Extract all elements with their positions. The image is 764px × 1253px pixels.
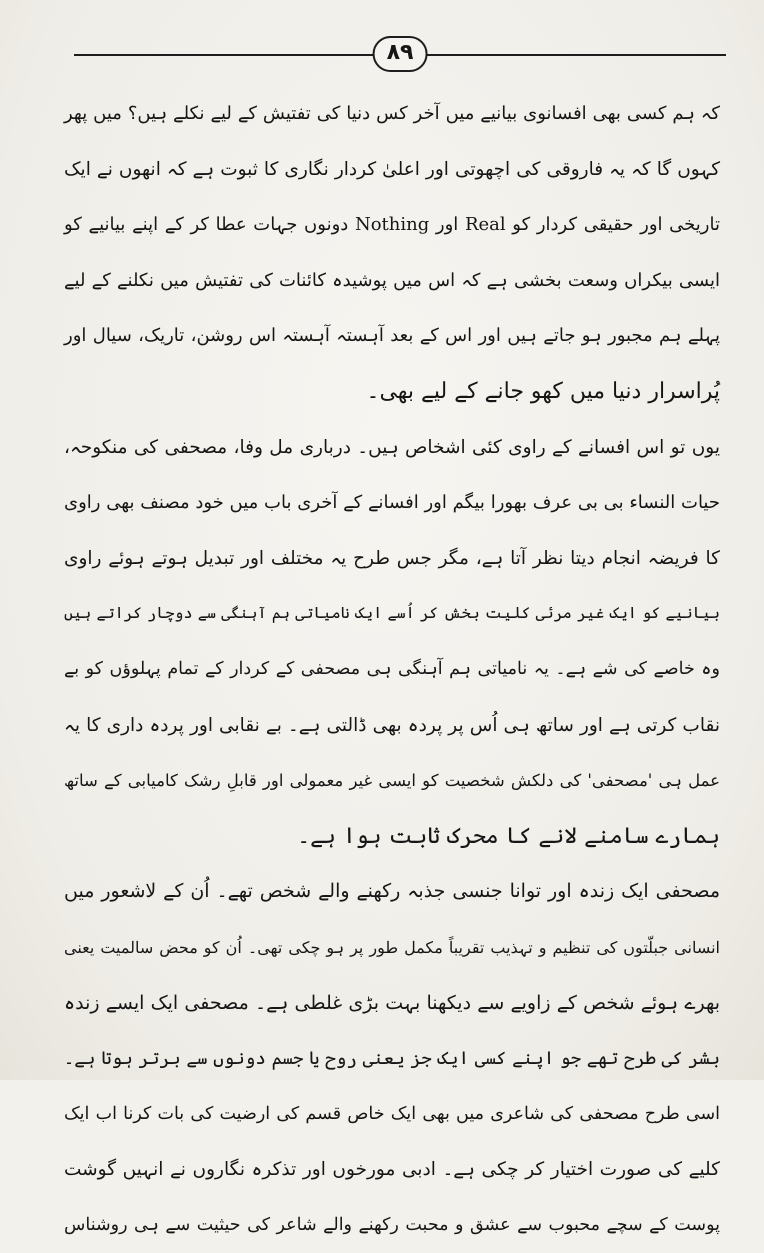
text-line: کا فریضہ انجام دیتا نظر آتا ہے، مگر جس طرح یہ مختلف اور تبدیل ہوتے ہوئے راوی <box>64 547 720 569</box>
text-line: عمل ہی 'مصحفی' کی دلکش شخصیت کو ایسی غیر معمولی اور قابلِ رشک کامیابی کے ساتھ <box>64 771 720 791</box>
text-line: حیات النساء بی بی عرف بھورا بیگم اور افسانے کے آخری باب میں خود مصنف بھی راوی <box>64 492 720 514</box>
text-line: بشر کی طرح تھے جو اپنے کسی ایک جز یعنی روح یا جسم دونوں سے برتر ہوتا ہے۔ <box>63 1048 720 1070</box>
text-line: وہ خاصے کی شے ہے۔ یہ نامیاتی ہم آہنگی ہی مصحفی کے کردار کے تمام پہلوؤں کو بے <box>64 658 720 679</box>
body-text <box>64 86 720 1253</box>
text-line: کہوں گا کہ یہ فاروقی کی اچھوتی اور اعلیٰ کردار نگاری کا ثبوت ہے کہ انھوں نے ایک <box>64 158 720 180</box>
page-header <box>74 26 726 66</box>
text-line: نقاب کرتی ہے اور ساتھ ہی اُس پر پردہ بھی ڈالتی ہے۔ بے نقابی اور پردہ داری کا یہ <box>64 714 720 736</box>
text-line: کہ ہم کسی بھی افسانوی بیانیے میں آخر کس دنیا کی تفتیش کے لیے نکلے ہیں؟ میں پھر <box>64 103 720 124</box>
text-line: ایسی بیکراں وسعت بخشی ہے کہ اس میں پوشیدہ کائنات کی تفتیش میں نکلنے کے لیے <box>64 269 720 291</box>
text-line: بھرے ہوئے شخص کے زاویے سے دیکھنا بہت بڑی غلطی ہے۔ مصحفی ایک ایسے زندہ <box>64 991 720 1014</box>
text-line: مصحفی ایک زندہ اور توانا جنسی جذبہ رکھنے والے شخص تھے۔ اُن کے لاشعور میں <box>64 880 720 903</box>
text-line: پُراسرار دنیا میں کھو جانے کے لیے بھی۔ <box>366 378 720 404</box>
text-line: ہمارے سامنے لانے کا محرک ثابت ہوا ہے۔ <box>297 823 720 849</box>
text-line: بیانیے کو ایک غیر مرئی کلیت بخش کر اُسے ایک نامیاتی ہم آہنگی سے دوچار کراتے ہیں <box>64 604 720 623</box>
text-line: یوں تو اس افسانے کے راوی کئی اشخاص ہیں۔ درباری مل وفا، مصحفی کی منکوحہ، <box>64 436 720 458</box>
text-line: پہلے ہم مجبور ہو جاتے ہیں اور اس کے بعد آہستہ آہستہ اس روشن، تاریک، سیال اور <box>64 325 720 347</box>
text-line: انسانی جبلّتوں کی تنظیم و تہذیب تقریباً مکمل طور پر ہو چکی تھی۔ اُن کو محض سالمیت یعنی <box>64 937 720 957</box>
text-line: پوست کے سچے محبوب سے عشق و محبت رکھنے والے شاعر کی حیثیت سے ہی روشناس <box>64 1214 720 1235</box>
page-number: ۸۹ <box>373 36 428 72</box>
text-line: کلیے کی صورت اختیار کر چکی ہے۔ ادبی مورخوں اور تذکرہ نگاروں نے انہیں گوشت <box>64 1159 720 1181</box>
text-line: تاریخی اور حقیقی کردار کو Real اور Nothing دونوں جہات عطا کر کے اپنے بیانیے کو <box>64 214 720 236</box>
text-line: اسی طرح مصحفی کی شاعری میں بھی ایک خاص قسم کی ارضیت کی بات کرنا اب ایک <box>64 1103 720 1124</box>
